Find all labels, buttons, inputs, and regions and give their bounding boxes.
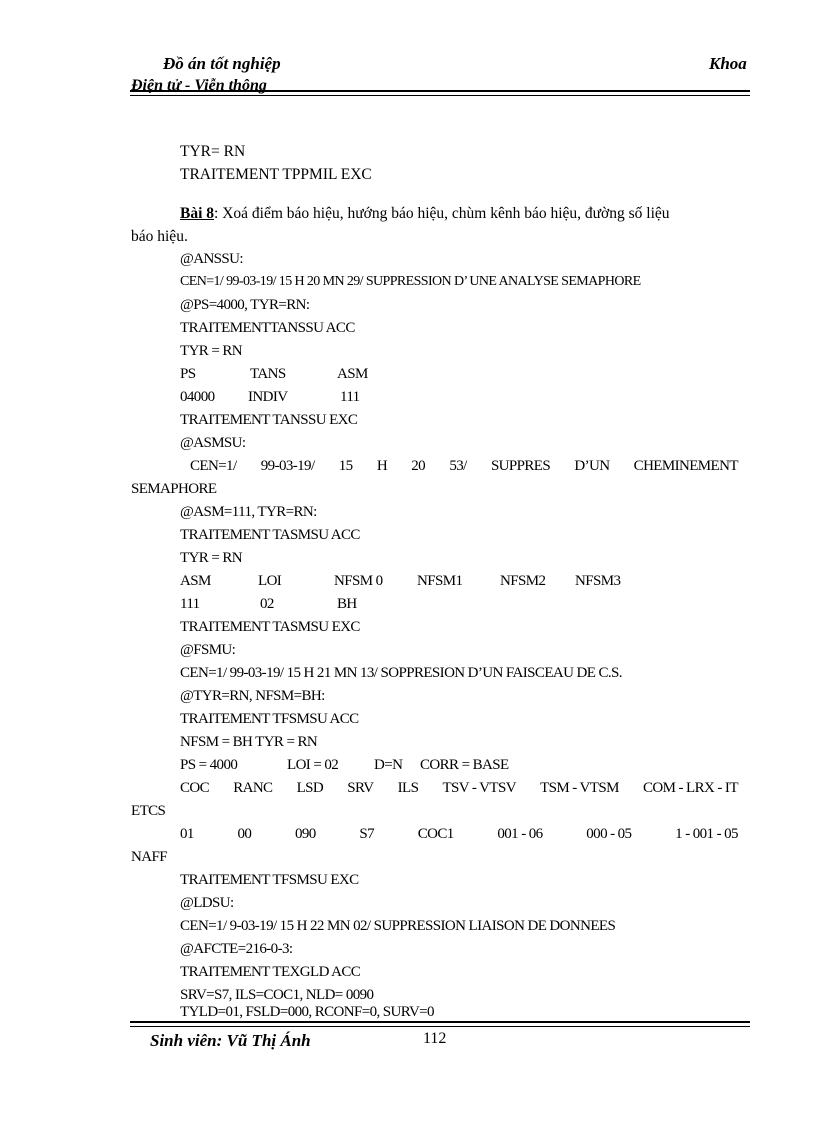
- body-line: TRAITEMENT TANSSU EXC: [180, 412, 358, 428]
- word: 99-03-19/: [260, 458, 315, 474]
- table-cell: ASM: [180, 573, 211, 589]
- table-cell: TANS: [250, 366, 286, 382]
- body-line: @TYR=RN, NFSM=BH:: [180, 688, 325, 704]
- word: ILS: [397, 780, 419, 796]
- word: RANC: [233, 780, 273, 796]
- header-subtitle: Điện tử - Viễn thông: [131, 77, 267, 94]
- word: H: [376, 458, 388, 474]
- body-line: @FSMU:: [180, 642, 236, 658]
- footer-rule-thin: [130, 1026, 750, 1027]
- body-line: CEN=1/ 99-03-19/ 15 H 20 MN 29/ SUPPRESSION D’ UNE ANALYSE SEMAPHORE: [180, 274, 641, 289]
- exercise-8-text: : Xoá điểm báo hiệu, hướng báo hiệu, chùm kênh báo hiệu, đường số liệu: [214, 205, 670, 222]
- word: TSV - VTSV: [442, 780, 516, 796]
- word: 001 - 06: [497, 826, 543, 842]
- body-line: CEN=1/ 9-03-19/ 15 H 22 MN 02/ SUPPRESSION LIAISON DE DONNEES: [180, 918, 616, 934]
- table-cell: NFSM1: [417, 573, 463, 589]
- table-cell: INDIV: [248, 389, 288, 405]
- body-line: @LDSU:: [180, 895, 234, 911]
- word: COM - LRX - IT: [642, 780, 738, 796]
- table-cell: NFSM3: [575, 573, 621, 589]
- table-cell: LOI = 02: [287, 757, 339, 773]
- page-number: 112: [423, 1030, 447, 1047]
- body-line: TYR = RN: [180, 343, 242, 359]
- table-cell: LOI: [258, 573, 282, 589]
- word: SUPPRES: [490, 458, 551, 474]
- table-cell: ASM: [337, 366, 368, 382]
- word: COC: [180, 780, 210, 796]
- body-line: NFSM = BH TYR = RN: [180, 734, 318, 750]
- table-cell: 04000: [180, 389, 215, 405]
- word: 090: [295, 826, 316, 842]
- body-line: ETCS: [131, 803, 166, 819]
- body-line: TRAITEMENT TEXGLD ACC: [180, 964, 361, 980]
- body-line: TRAITEMENT TPPMIL EXC: [180, 166, 372, 183]
- word: D’UN: [574, 458, 610, 474]
- body-line: TRAITEMENT TASMSU ACC: [180, 527, 360, 543]
- body-line: TRAITEMENT TFSMSU EXC: [180, 872, 359, 888]
- body-line: @AFCTE=216-0-3:: [180, 941, 293, 957]
- header-left-title: Đồ án tốt nghiệp: [163, 54, 281, 73]
- header-rule-thin: [130, 95, 750, 96]
- body-line: @ASMSU:: [180, 435, 246, 451]
- body-line: TYR= RN: [180, 143, 246, 160]
- body-line: CEN=1/ 99-03-19/ 15 H 21 MN 13/ SOPPRESION D’UN FAISCEAU DE C.S.: [180, 665, 622, 681]
- word: 1 - 001 - 05: [675, 826, 738, 842]
- word: COC1: [417, 826, 454, 842]
- footer-rule-thick: [130, 1021, 750, 1023]
- word: 000 - 05: [586, 826, 632, 842]
- body-line: TRAITEMENT TASMSU EXC: [180, 619, 360, 635]
- word: 53/: [449, 458, 467, 474]
- justified-line: [190, 458, 738, 475]
- word: 15: [338, 458, 353, 474]
- word: S7: [359, 826, 375, 842]
- exercise-8-continuation: báo hiệu.: [131, 228, 188, 245]
- header-right-title: Khoa: [709, 54, 747, 73]
- exercise-8-label: Bài 8: [180, 205, 215, 222]
- body-line: SRV=S7, ILS=COC1, NLD= 0090: [180, 987, 374, 1003]
- header-rule-thick: [130, 90, 750, 92]
- word: 00: [237, 826, 252, 842]
- table-cell: NFSM 0: [334, 573, 383, 589]
- word: LSD: [296, 780, 324, 796]
- justified-line: [180, 826, 738, 843]
- word: TSM - VTSM: [540, 780, 619, 796]
- body-line: TYLD=01, FSLD=000, RCONF=0, SURV=0: [180, 1004, 434, 1020]
- table-cell: BH: [337, 596, 357, 612]
- table-cell: 02: [260, 596, 274, 612]
- table-cell: 111: [180, 596, 200, 612]
- word: CEN=1/: [190, 458, 237, 474]
- exercise-8-heading: [180, 205, 670, 223]
- footer-student: Sinh viên: Vũ Thị Ánh: [150, 1031, 311, 1050]
- table-cell: PS = 4000: [180, 757, 238, 773]
- word: SRV: [347, 780, 374, 796]
- word: 01: [180, 826, 194, 842]
- body-line: @ASM=111, TYR=RN:: [180, 504, 317, 520]
- table-cell: CORR = BASE: [420, 757, 509, 773]
- body-line: SEMAPHORE: [131, 481, 217, 497]
- body-line: TRAITEMENTTANSSU ACC: [180, 320, 355, 336]
- word: 20: [411, 458, 426, 474]
- body-line: TRAITEMENT TFSMSU ACC: [180, 711, 359, 727]
- body-line: TYR = RN: [180, 550, 242, 566]
- justified-line: [180, 780, 738, 797]
- word: CHEMINEMENT: [633, 458, 738, 474]
- body-line: @ANSSU:: [180, 251, 243, 267]
- table-cell: 111: [340, 389, 360, 405]
- body-line: @PS=4000, TYR=RN:: [180, 297, 310, 313]
- table-cell: NFSM2: [500, 573, 546, 589]
- table-cell: D=N: [374, 757, 403, 773]
- table-cell: PS: [180, 366, 196, 382]
- body-line: NAFF: [131, 849, 167, 865]
